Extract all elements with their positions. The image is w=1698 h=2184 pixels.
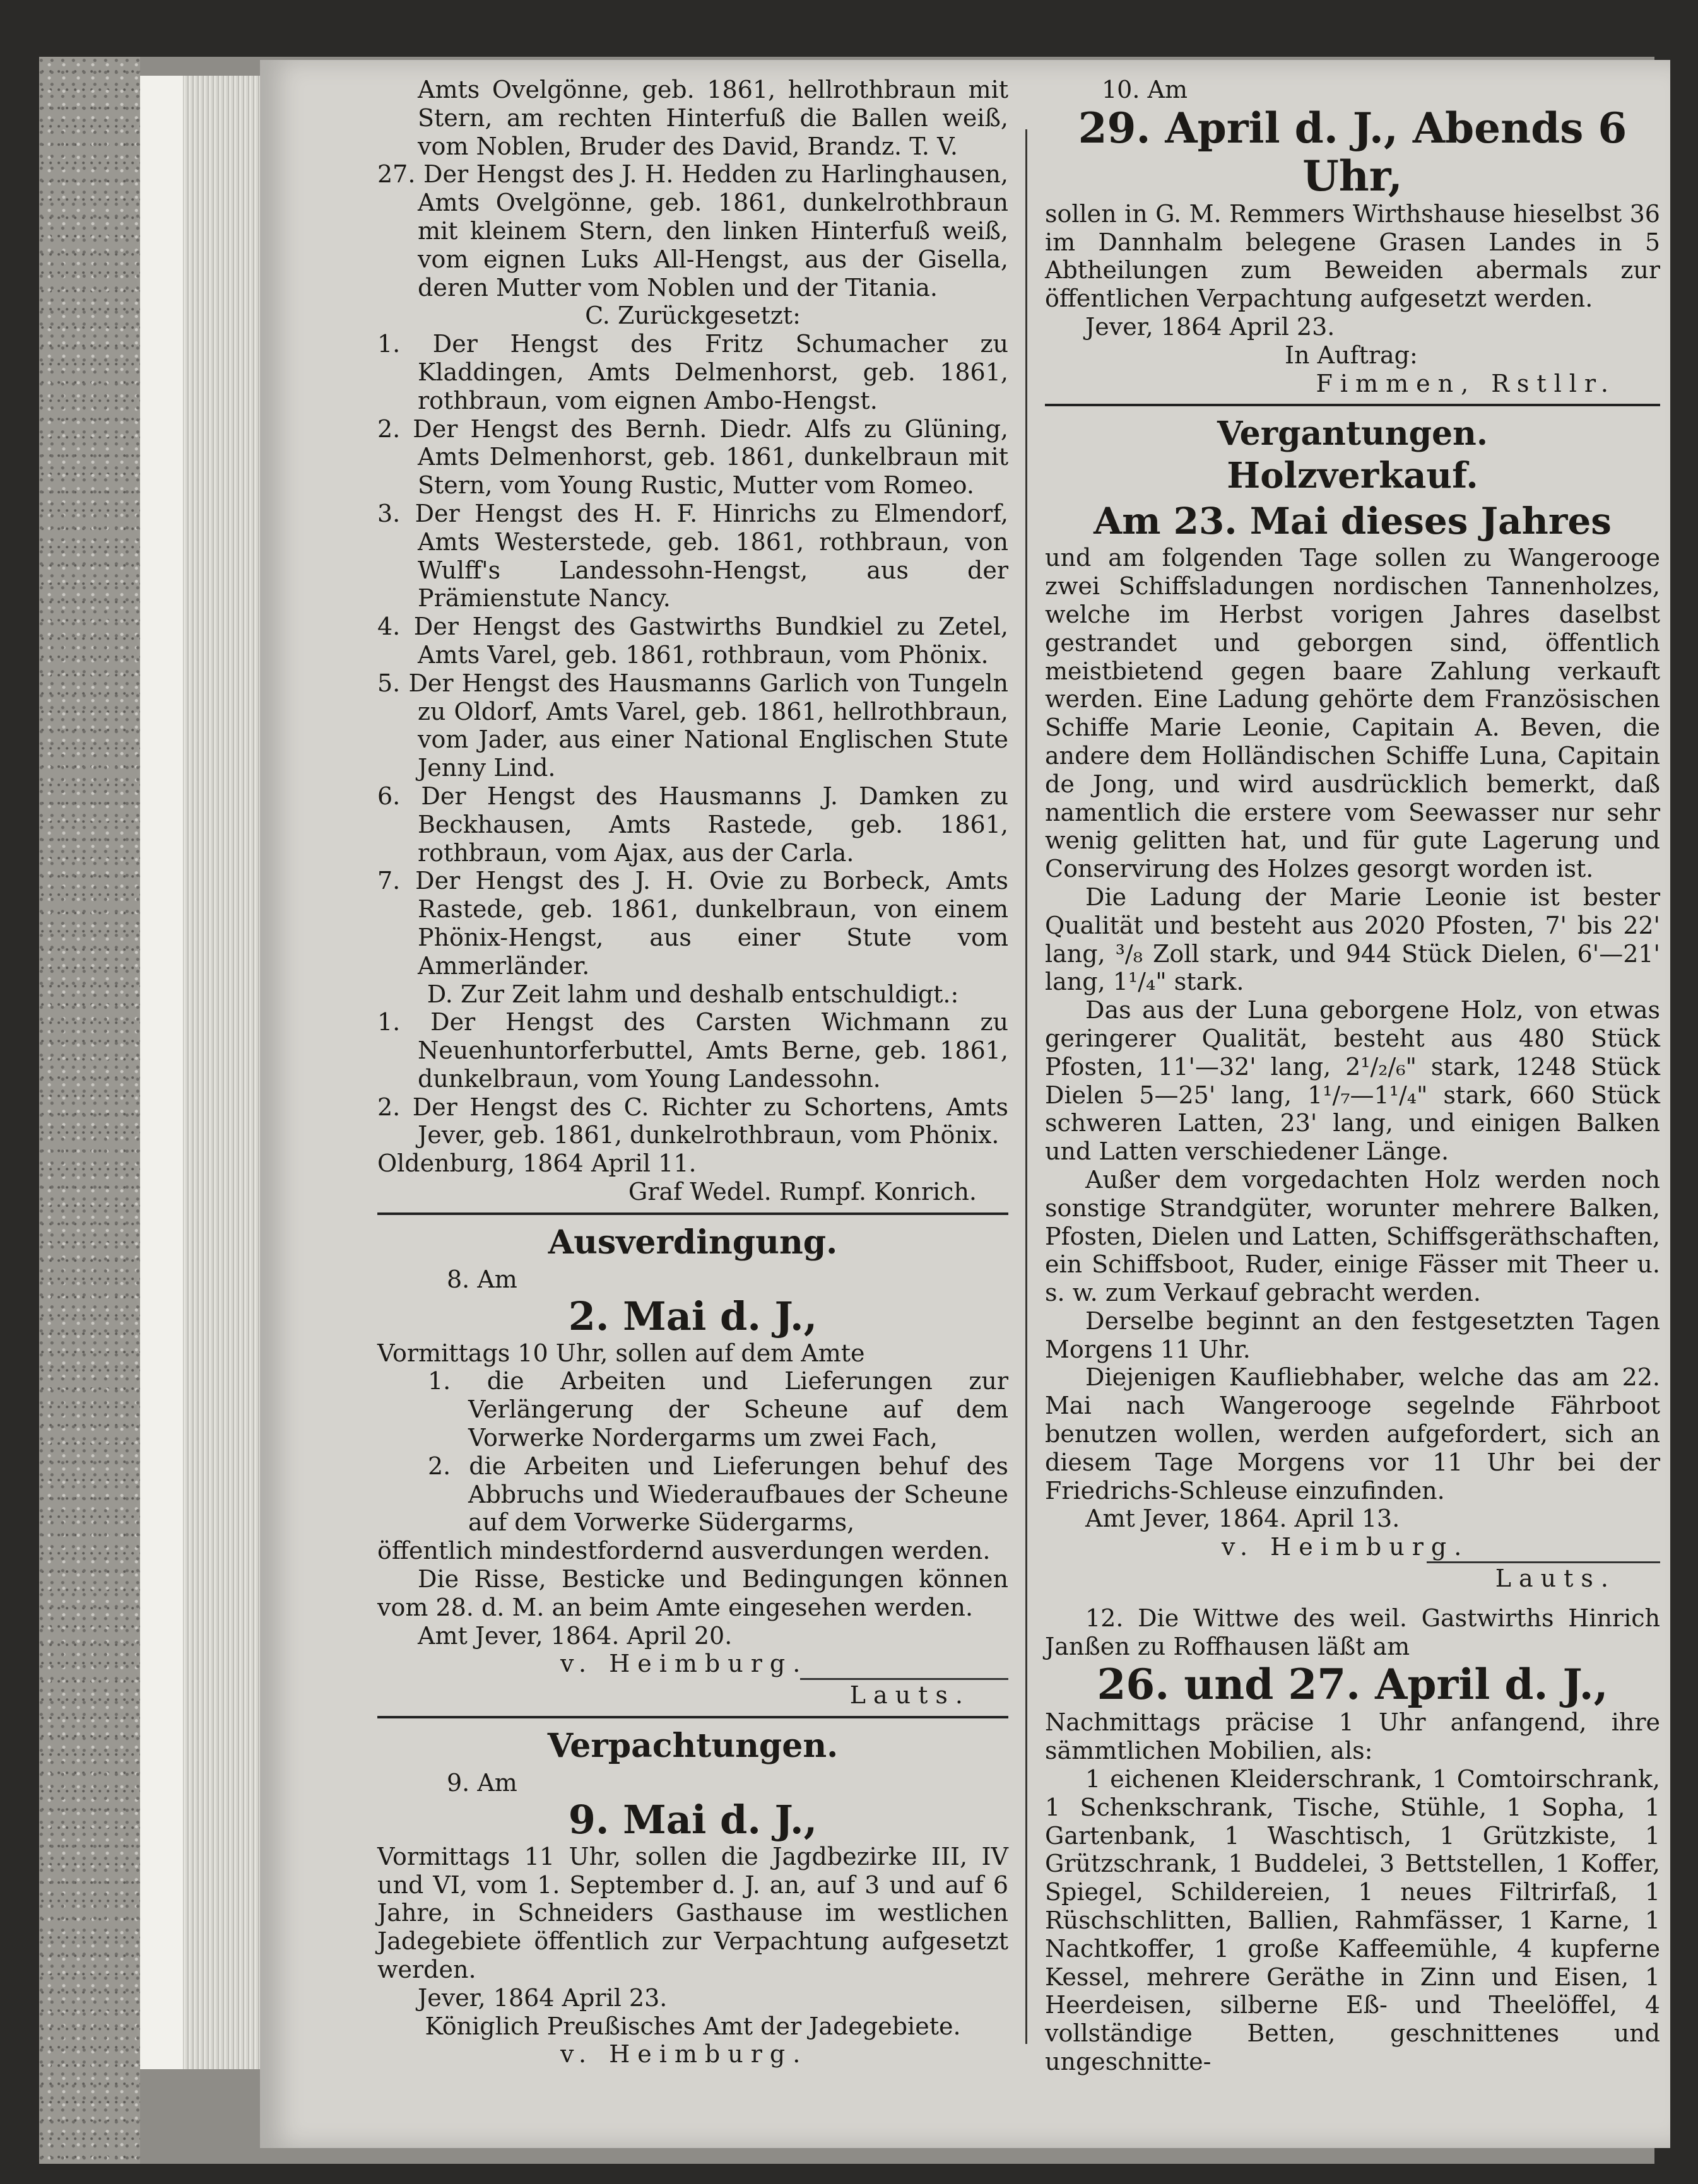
notice-date: 9. Mai d. J., (568, 1796, 818, 1843)
right-column (1045, 76, 1660, 2076)
signature-2-line (377, 1678, 1008, 1710)
office-line: Königlich Preußisches Amt der Jadegebiete. (425, 2012, 961, 2040)
notice-12-text: Nachmittags präcise 1 Uhr anfangend, ihre sämmtlichen Mobilien, als: (1045, 1708, 1660, 1765)
signature: v. Heimburg. (560, 2040, 808, 2069)
flyleaf (140, 76, 183, 2069)
ausverdingung-heading: Ausverdingung. (548, 1223, 838, 1262)
notice-12-intro: 12. Die Wittwe des weil. Gastwirths Hinrich Janßen zu Roffhausen läßt am (1045, 1604, 1660, 1660)
signature: Fimmen, Rstllr. (1316, 369, 1616, 397)
rule (1045, 404, 1660, 406)
entry-d2: 2. Der Hengst des C. Richter zu Schortens, Amts Jever, geb. 1861, dunkelrothbraun, vom Phönix. (377, 1093, 1008, 1149)
entry-c4: 4. Der Hengst des Gastwirths Bundkiel zu Zetel, Amts Varel, geb. 1861, rothbraun, vom Phönix. (377, 613, 1008, 669)
holzverkauf-heading: Holzverkauf. (1227, 455, 1478, 497)
section-d-heading: D. Zur Zeit lahm und deshalb entschuldigt.: (427, 980, 959, 1008)
column-divider (1025, 129, 1027, 2044)
entry-continued: Amts Ovelgönne, geb. 1861, hellrothbraun mit Stern, am rechten Hinterfuß die Ballen weiß, vom Noblen, Bruder des David, Brandz. T. V. (418, 76, 1008, 160)
entry-c6: 6. Der Hengst des Hausmanns J. Damken zu Beckhausen, Amts Rastede, geb. 1861, rothbraun, vom Ajax, aus der Carla. (377, 782, 1008, 867)
notice-number: 10. Am (1102, 76, 1188, 103)
notice-date-line: Amt Jever, 1864. April 13. (1085, 1505, 1400, 1533)
notice-date-line: Jever, 1864 April 23. (418, 1983, 668, 2012)
notice-date: 29. April d. J., Abends 6 Uhr, (1078, 103, 1627, 201)
entry-d1: 1. Der Hengst des Carsten Wichmann zu Neuenhuntorferbuttel, Amts Berne, geb. 1861, dunkelbraun, vom Young Landessohn. (377, 1008, 1008, 1093)
signature-2-line (1045, 1561, 1660, 1593)
signature-2: Lauts. (1427, 1561, 1660, 1593)
signature-1: v. Heimburg. (1222, 1533, 1470, 1561)
vergantungen-heading: Vergantungen. (1217, 414, 1488, 454)
notice-text: Vormittags 11 Uhr, sollen die Jagdbezirke III, IV und VI, vom 1. September d. J. an, auf 3 und auf 6 Jahre, in Schneiders Gasthause im westlichen Jadegebiete öffentlich zur Verpachtung aufgesetzt werden. (377, 1842, 1008, 1984)
rule (377, 1212, 1008, 1215)
notice-risse: Die Risse, Besticke und Bedingungen können vom 28. d. M. an beim Amte eingesehen werden. (377, 1565, 1008, 1621)
holz-paragraph-1: und am folgenden Tage sollen zu Wangerooge zwei Schiffsladungen nordischen Tannenholzes, welche im Herbst vorigen Jahres daselbst gestrandet und geborgen sind, öffentlich meistbietend gegen baare Zahlung verkauft werden. Eine Ladung gehörte dem Französischen Schiffe Marie Leonie, Capitain A. Beven, die andere dem Holländischen Schiffe Luna, Capitain de Jong, und wird ausdrücklich bemerkt, daß namentlich die erstere vom Seewasser nur sehr wenig gelitten hat, und für gute Lagerung und Conservirung des Holzes gesorgt worden ist. (1045, 544, 1660, 883)
holz-paragraph-3: Das aus der Luna geborgene Holz, von etwas geringerer Qualität, besteht aus 480 Stück Pfosten, 11'—32' lang, 2¹/₂/₆" stark, 1248 Stück Dielen 5—25' lang, 1¹/₇—1¹/₄" stark, 660 Stück schweren Latten, 23' lang, und einigen Balken und Latten verschiedener Länge. (1045, 996, 1660, 1166)
entry-27: 27. Der Hengst des J. H. Hedden zu Harlinghausen, Amts Ovelgönne, geb. 1861, dunkelrothbraun mit kleinem Stern, den linken Hinterfuß weiß, vom eignen Luks All-Hengst, aus der Gisella, deren Mutter vom Noblen und der Titania. (377, 160, 1008, 302)
notice-12-items: 1 eichenen Kleiderschrank, 1 Comtoirschrank, 1 Schenkschrank, Tische, Stühle, 1 Sopha, 1 Gartenbank, 1 Waschtisch, 1 Grützkiste, 1 Grützschrank, 1 Buddelei, 3 Bettstellen, 1 Koffer, Spiegel, Schildereien, 1 neues Filtrirfaß, 1 Rüschschlitten, Ballien, Rahmfässer, 1 Karne, 1 Nachtkoffer, 1 große Kaffeemühle, 4 kupferne Kessel, mehrere Geräthe in Zinn und Eisen, 1 Heerdeisen, silberne Eß- und Theelöffel, 4 vollständige Betten, geschnittenes und ungeschnitte- (1045, 1765, 1660, 2076)
place-date: Oldenburg, 1864 April 11. (377, 1149, 697, 1178)
holz-paragraph-4: Außer dem vorgedachten Holz werden noch sonstige Strandgüter, worunter mehrere Balken, Pfosten, Dielen und Latten, Schiffsgeräthschaften, ein Schiffsboot, Ruder, einige Fässer mit Theer u. s. w. zum Verkauf gebracht werden. (1045, 1165, 1660, 1307)
holz-paragraph-2: Die Ladung der Marie Leonie ist bester Qualität und besteht aus 2020 Pfosten, 7' bis 22' lang, ³/₈ Zoll stark, und 944 Stück Dielen, 6'—21' lang, 1¹/₄" stark. (1045, 883, 1660, 996)
notice-date: Am 23. Mai dieses Jahres (1094, 500, 1612, 543)
notice-date-line: Amt Jever, 1864. April 20. (418, 1621, 733, 1650)
auftrag: In Auftrag: (1285, 341, 1418, 369)
notice-outro: öffentlich mindestfordernd ausverdungen werden. (377, 1537, 991, 1565)
entry-c7: 7. Der Hengst des J. H. Ovie zu Borbeck, Amts Rastede, geb. 1861, dunkelbraun, von einem Phönix-Hengst, aus einer Stute vom Ammerländer. (377, 867, 1008, 980)
notice-number: 8. Am (447, 1265, 517, 1293)
verpachtungen-heading: Verpachtungen. (547, 1727, 839, 1766)
notice-item-2: 2. die Arbeiten und Lieferungen behuf des Abbruchs und Wiederaufbaues der Scheune auf dem Vorwerke Südergarms, (428, 1452, 1008, 1537)
notice-item-1: 1. die Arbeiten und Lieferungen zur Verlängerung der Scheune auf dem Vorwerke Nordergarms um zwei Fach, (428, 1367, 1008, 1452)
entry-c5: 5. Der Hengst des Hausmanns Garlich von Tungeln zu Oldorf, Amts Varel, geb. 1861, hellrothbraun, vom Jader, aus einer National Englischen Stute Jenny Lind. (377, 669, 1008, 782)
holz-paragraph-5: Derselbe beginnt an den festgesetzten Tagen Morgens 11 Uhr. (1045, 1306, 1660, 1363)
signature-2: Lauts. (800, 1678, 1008, 1710)
notice-text: sollen in G. M. Remmers Wirthshause hieselbst 36 im Dannhalm belegene Grasen Landes in 5 Abtheilungen zum Beweiden abermals zur öffentlichen Verpachtung aufgesetzt werden. (1045, 199, 1660, 313)
notice-number: 9. Am (447, 1769, 517, 1797)
entry-c1: 1. Der Hengst des Fritz Schumacher zu Kladdingen, Amts Delmenhorst, geb. 1861, rothbraun, vom eignen Ambo-Hengst. (377, 330, 1008, 414)
holz-paragraph-6: Diejenigen Kaufliebhaber, welche das am 22. Mai nach Wangerooge segelnde Fährboot benutzen wollen, werden aufgefordert, sich an diesem Tage Morgens vor 11 Uhr bei der Friedrichs-Schleuse einzufinden. (1045, 1363, 1660, 1505)
rule (377, 1716, 1008, 1718)
notice-intro: Vormittags 10 Uhr, sollen auf dem Amte (377, 1339, 865, 1367)
entry-c2: 2. Der Hengst des Bernh. Diedr. Alfs zu Glüning, Amts Delmenhorst, geb. 1861, dunkelbraun mit Stern, vom Young Rustic, Mutter vom Romeo. (377, 414, 1008, 500)
notice-date: 26. und 27. April d. J., (1097, 1660, 1608, 1710)
notice-date: 2. Mai d. J., (568, 1293, 818, 1339)
left-column (377, 76, 1008, 2069)
notice-date-line: Jever, 1864 April 23. (1085, 312, 1335, 341)
signatures: Graf Wedel. Rumpf. Konrich. (628, 1178, 977, 1206)
section-c-heading: C. Zurückgesetzt: (585, 302, 801, 330)
entry-c3: 3. Der Hengst des H. F. Hinrichs zu Elmendorf, Amts Westerstede, geb. 1861, rothbraun, von Wulff's Landessohn-Hengst, aus der Prämienstute Nancy. (377, 499, 1008, 613)
signature-1: v. Heimburg. (560, 1650, 808, 1678)
book-spine (39, 57, 140, 2164)
